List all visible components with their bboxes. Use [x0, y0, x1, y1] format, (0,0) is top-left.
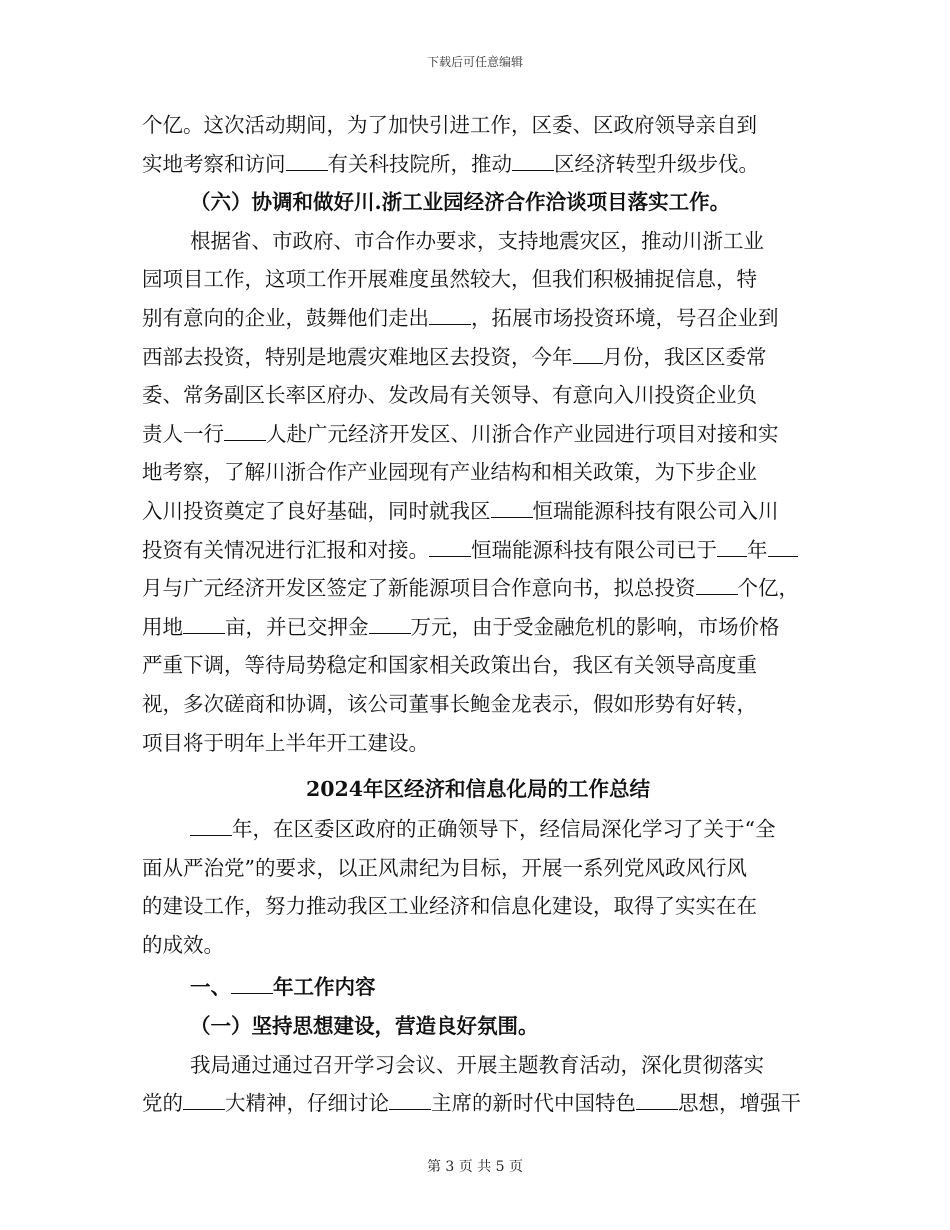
section-heading: [142, 183, 814, 222]
blank-fill: [224, 420, 266, 441]
text-run: 实地考察和访问: [142, 151, 286, 176]
paragraph-line: [142, 415, 814, 454]
blank-fill: [573, 343, 603, 364]
paragraph-line: [142, 849, 814, 888]
text-run: 个亿，: [737, 576, 799, 601]
blank-fill: [636, 1089, 678, 1110]
paragraph-line: [142, 453, 814, 492]
text-run: 一、: [190, 975, 231, 1000]
text-run: 的建设工作，努力推动我区工业经济和信息化建设，取得了实实在在: [142, 894, 757, 919]
paragraph-line: [142, 1046, 814, 1085]
blank-fill: [369, 613, 411, 634]
blank-fill: [429, 304, 471, 325]
text-run: 个亿。这次活动期间，为了加快引进工作，区委、区政府领导亲自到: [142, 113, 757, 137]
section-heading: [142, 968, 814, 1007]
paragraph-line: [142, 569, 814, 608]
blank-fill: [389, 1089, 431, 1110]
text-run: 视，多次磋商和协调，该公司董事长鲍金龙表示，假如形势有好转，: [142, 691, 757, 716]
text-run: 园项目工作，这项工作开展难度虽然较大，但我们积极捕捉信息，特: [142, 267, 757, 292]
document-body: [142, 106, 814, 1123]
paragraph-line: [142, 222, 814, 261]
paragraph-line: [142, 1084, 814, 1123]
paragraph-line: [142, 260, 814, 299]
paragraph-line: [142, 299, 814, 338]
subsection-heading: [142, 1007, 814, 1046]
text-run: 亩，并已交押金: [225, 614, 369, 639]
page-header: 下载后可任意编辑: [426, 55, 523, 69]
blank-fill: [512, 150, 554, 171]
text-run: 年工作内容: [273, 975, 376, 1000]
text-run: 区经济转型升级步伐。: [554, 151, 759, 176]
paragraph-line: [142, 724, 814, 763]
paragraph-line: [142, 887, 814, 926]
paragraph-line: [142, 376, 814, 415]
text-run: 党的: [142, 1091, 183, 1116]
text-run: 月份，我区区委常: [602, 344, 767, 369]
text-run: 严重下调，等待局势稳定和国家相关政策出台，我区有关领导高度重: [142, 653, 757, 678]
paragraph-line: [142, 531, 814, 570]
blank-fill: [429, 536, 471, 557]
text-run: 项目将于明年上半年开工建设。: [142, 730, 429, 755]
text-run: 委、常务副区长率区府办、发改局有关领导、有意向入川投资企业负: [142, 383, 757, 408]
blank-fill: [768, 536, 798, 557]
text-run: 投资有关情况进行汇报和对接。: [142, 537, 429, 562]
text-run: （一）坚持思想建设，营造良好氛围。: [190, 1014, 539, 1039]
text-run: （六）协调和做好川.浙工业园经济合作洽谈项目落实工作。: [190, 190, 731, 215]
blank-fill: [696, 574, 738, 595]
blank-fill: [286, 150, 328, 171]
paragraph-line: [142, 492, 814, 531]
text-run: 地考察，了解川浙合作产业园现有产业结构和相关政策，为下步企业: [142, 460, 757, 485]
paragraph-line: [142, 338, 814, 377]
blank-fill: [190, 815, 232, 836]
text-run: 恒瑞能源科技有限公司已于: [471, 537, 717, 562]
text-run: ，拓展市场投资环境，号召企业到: [471, 305, 779, 330]
blank-fill: [231, 973, 273, 994]
text-run: 主席的新时代中国特色: [431, 1091, 636, 1116]
text-run: 人赴广元经济开发区、川浙合作产业园进行项目对接和实: [266, 421, 779, 446]
text-run: 西部去投资，特别是地震灾难地区去投资，今年: [142, 344, 573, 369]
text-run: 有关科技院所，推动: [327, 151, 512, 176]
document-title: [142, 768, 814, 810]
blank-fill: [491, 497, 533, 518]
blank-fill: [183, 613, 225, 634]
text-run: 别有意向的企业，鼓舞他们走出: [142, 305, 429, 330]
text-run: 我局通过通过召开学习会议、开展主题教育活动，深化贯彻落实: [190, 1052, 764, 1077]
blank-fill: [183, 1089, 225, 1110]
paragraph-line: [142, 646, 814, 685]
paragraph-line: [142, 926, 814, 965]
text-run: 年: [747, 537, 768, 562]
text-run: 万元，由于受金融危机的影响，市场价格: [410, 614, 780, 639]
blank-fill: [717, 536, 747, 557]
text-run: 面从严治党”的要求，以正风肃纪为目标，开展一系列党风政风行风: [142, 855, 747, 880]
text-run: 恒瑞能源科技有限公司入川: [532, 498, 779, 523]
text-run: 根据省、市政府、市合作办要求，支持地震灾区，推动川浙工业: [190, 228, 764, 253]
text-run: 思想，增强干: [678, 1091, 801, 1116]
text-run: 2024年区经济和信息化局的工作总结: [305, 777, 651, 802]
text-run: 年，在区委区政府的正确领导下，经信局深化学习了关于“全: [232, 817, 776, 842]
text-run: 的成效。: [142, 932, 224, 957]
text-run: 月与广元经济开发区签定了新能源项目合作意向书，拟总投资: [142, 576, 696, 601]
paragraph-line: [142, 145, 814, 184]
paragraph-line: [142, 106, 814, 145]
text-run: 用地: [142, 614, 183, 639]
paragraph-line: [142, 685, 814, 724]
text-run: 大精神，仔细讨论: [225, 1091, 389, 1116]
paragraph-line: [142, 608, 814, 647]
text-run: 入川投资奠定了良好基础，同时就我区: [142, 498, 491, 523]
text-run: 责人一行: [142, 421, 224, 446]
paragraph-line: [142, 810, 814, 849]
page-footer: 第 3 页 共 5 页: [426, 1159, 524, 1175]
